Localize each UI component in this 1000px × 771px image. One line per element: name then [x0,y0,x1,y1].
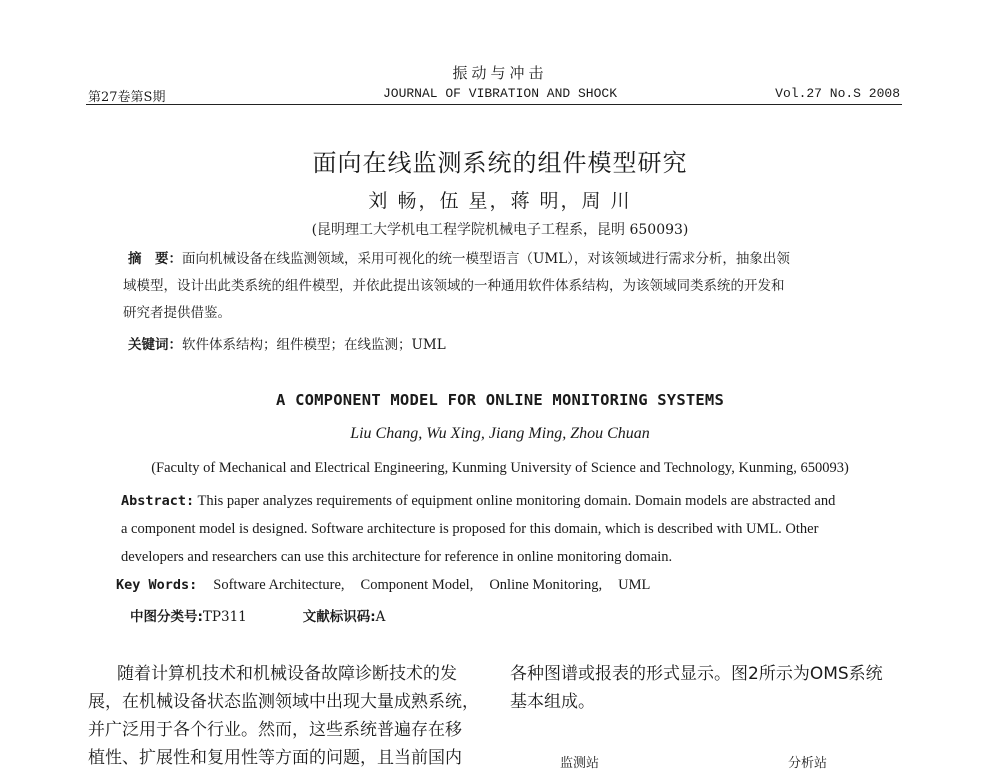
keywords-en-label: Key Words: [116,577,198,593]
authors-en: Liu Chang, Wu Xing, Jiang Ming, Zhou Chuan [350,425,650,442]
clc-value: TP311 [202,609,247,625]
keyword-en: Software Architecture, [213,577,345,593]
abstract-cn-text-1: 面向机械设备在线监测领域，采用可视化的统一模型语言（UML），对该领域进行需求分析，抽象出领 [182,251,790,267]
affiliation-en: (Faculty of Mechanical and Electrical Engineering, Kunming University of Science and Technology, Kunming, 650093) [151,460,849,476]
journal-title-en: JOURNAL OF VIBRATION AND SHOCK [382,86,618,101]
abstract-cn-line-3: 研究者提供借鉴。 [123,305,231,321]
keyword-en: Online Monitoring, [489,577,603,593]
abstract-en-line-3: developers and researchers can use this architecture for reference in online monitoring domain. [121,549,673,565]
issue-left: 第27卷第S期 [88,90,166,105]
body-right-line: 基本组成。 [510,692,595,712]
abstract-cn-label: 摘 要： [128,251,182,267]
abstract-en-line-1 [121,493,835,510]
abstract-en-label: Abstract: [121,493,195,509]
affiliation-cn: (昆明理工大学机电工程学院机械电子工程系，昆明 650093) [311,222,689,238]
body-left-line: 植性、扩展性和复用性等方面的问题，且当前国内 [88,748,462,768]
body-left-line: 并广泛用于各个行业。然而，这些系统普遍存在移 [88,720,462,740]
keyword-en: Component Model, [360,577,474,593]
keyword-en: UML [618,577,651,593]
issue-right: Vol.27 No.S 2008 [775,86,900,101]
header-rule [86,104,902,105]
abstract-en-line-2: a component model is designed. Software architecture is proposed for this domain, which is described with UML. Other [121,521,819,537]
keywords-cn-text: 软件体系结构；组件模型；在线监测；UML [182,337,446,353]
paper-title-cn: 面向在线监测系统的组件模型研究 [312,149,688,177]
authors-cn: 刘 畅，伍 星，蒋 明，周 川 [368,190,632,212]
journal-title-cn: 振动与冲击 [452,64,548,82]
clc-label: 中图分类号: [130,609,203,625]
classification-line [130,605,385,625]
keywords-cn-label: 关键词： [128,337,182,353]
body-right-line: 各种图谱或报表的形式显示。图2所示为OMS系统 [510,664,883,684]
figure-label-analysis-station: 分析站 [788,756,828,771]
abstract-cn-line-2: 域模型，设计出此类系统的组件模型，并依此提出该领域的一种通用软件体系结构，为该领域同类系统的开发和 [123,278,785,294]
keywords-cn [128,333,446,353]
figure-label-monitor-station: 监测站 [560,756,600,771]
paper-title-en: A COMPONENT MODEL FOR ONLINE MONITORING SYSTEMS [276,391,724,409]
body-left-line: 随着计算机技术和机械设备故障诊断技术的发 [117,664,457,684]
abstract-en-text-1: This paper analyzes requirements of equipment online monitoring domain. Domain models are abstracted and [197,493,836,509]
keywords-en [116,577,650,594]
abstract-cn-line-1 [128,247,790,267]
doc-code-label: 文献标识码: [302,609,376,625]
doc-code-value: A [375,609,386,625]
body-left-line: 展，在机械设备状态监测领域中出现大量成熟系统， [88,692,479,712]
